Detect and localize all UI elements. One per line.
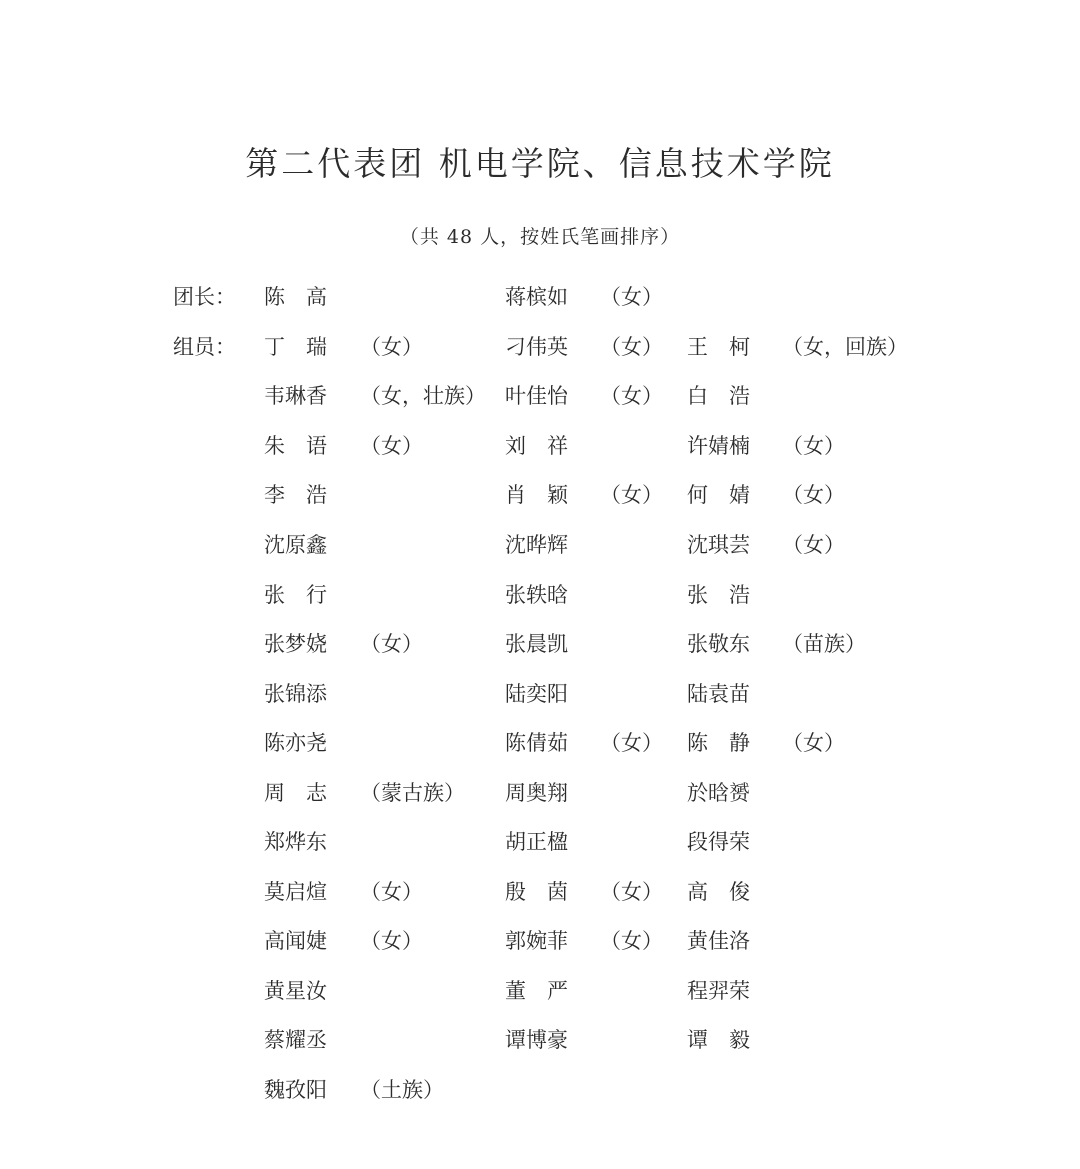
member-name: 郭婉菲	[505, 929, 568, 953]
members-label: 组员：	[173, 335, 236, 359]
member-note: （女）	[360, 434, 423, 458]
member-name: 於晗赟	[687, 781, 750, 805]
member-name: 张轶晗	[505, 583, 568, 607]
member-name: 谭博豪	[505, 1028, 568, 1052]
member-row	[0, 723, 1080, 763]
member-name: 肖 颖	[505, 483, 568, 507]
member-row	[0, 376, 1080, 416]
member-note: （女）	[360, 335, 423, 359]
member-name: 陈倩茹	[505, 731, 568, 755]
member-note: （女）	[600, 731, 663, 755]
member-name: 叶佳怡	[505, 384, 568, 408]
member-row	[0, 971, 1080, 1011]
member-name: 许婧楠	[687, 434, 750, 458]
member-note: （女）	[782, 533, 845, 557]
member-name: 殷 茵	[505, 880, 568, 904]
member-row	[0, 1070, 1080, 1110]
member-name: 张晨凯	[505, 632, 568, 656]
member-name: 丁 瑞	[264, 335, 327, 359]
member-row	[0, 475, 1080, 515]
member-note: （女，壮族）	[360, 384, 486, 408]
member-note: （女）	[782, 731, 845, 755]
leader-name: 蒋槟如	[505, 285, 568, 309]
member-note: （女）	[782, 434, 845, 458]
leader-name: 陈 高	[264, 285, 327, 309]
member-row	[0, 822, 1080, 862]
member-note: （女）	[782, 483, 845, 507]
member-note: （女）	[600, 929, 663, 953]
member-note: （女）	[360, 880, 423, 904]
member-name: 蔡耀丞	[264, 1028, 327, 1052]
member-name: 周奥翔	[505, 781, 568, 805]
member-name: 沈琪芸	[687, 533, 750, 557]
member-note: （女）	[600, 483, 663, 507]
member-name: 黄星汝	[264, 979, 327, 1003]
member-name: 魏孜阳	[264, 1078, 327, 1102]
member-name: 韦琳香	[264, 384, 327, 408]
member-name: 胡正楹	[505, 830, 568, 854]
member-name: 陈亦尧	[264, 731, 327, 755]
member-name: 莫启煊	[264, 880, 327, 904]
member-row	[0, 327, 1080, 367]
member-name: 谭 毅	[687, 1028, 750, 1052]
member-name: 黄佳洛	[687, 929, 750, 953]
leader-note: （女）	[600, 285, 663, 309]
member-row	[0, 921, 1080, 961]
member-name: 张敬东	[687, 632, 750, 656]
member-note: （女）	[600, 880, 663, 904]
member-name: 董 严	[505, 979, 568, 1003]
member-row	[0, 674, 1080, 714]
member-name: 沈原鑫	[264, 533, 327, 557]
member-name: 陆袁苗	[687, 682, 750, 706]
leader-row	[0, 277, 1080, 317]
member-name: 白 浩	[687, 384, 750, 408]
member-name: 朱 语	[264, 434, 327, 458]
member-name: 张锦添	[264, 682, 327, 706]
member-name: 周 志	[264, 781, 327, 805]
member-name: 张梦娆	[264, 632, 327, 656]
member-name: 高闻婕	[264, 929, 327, 953]
member-name: 高 俊	[687, 880, 750, 904]
member-note: （女）	[600, 384, 663, 408]
member-row	[0, 575, 1080, 615]
member-name: 李 浩	[264, 483, 327, 507]
member-name: 刘 祥	[505, 434, 568, 458]
member-name: 陈 静	[687, 731, 750, 755]
member-row	[0, 773, 1080, 813]
document-title: 第二代表团 机电学院、信息技术学院	[245, 144, 835, 183]
member-note: （女）	[360, 929, 423, 953]
leader-label: 团长：	[173, 285, 236, 309]
member-name: 张 浩	[687, 583, 750, 607]
member-row	[0, 872, 1080, 912]
member-name: 何 婧	[687, 483, 750, 507]
member-row	[0, 1020, 1080, 1060]
member-name: 张 行	[264, 583, 327, 607]
member-note: （土族）	[360, 1078, 444, 1102]
member-note: （女，回族）	[782, 335, 908, 359]
member-name: 程羿荣	[687, 979, 750, 1003]
member-row	[0, 624, 1080, 664]
member-name: 王 柯	[687, 335, 750, 359]
member-row	[0, 525, 1080, 565]
member-note: （女）	[360, 632, 423, 656]
member-note: （女）	[600, 335, 663, 359]
member-name: 郑烨东	[264, 830, 327, 854]
document-subtitle: （共 48 人，按姓氏笔画排序）	[399, 226, 681, 248]
member-note: （苗族）	[782, 632, 866, 656]
member-note: （蒙古族）	[360, 781, 465, 805]
member-row	[0, 426, 1080, 466]
member-name: 刁伟英	[505, 335, 568, 359]
member-name: 陆奕阳	[505, 682, 568, 706]
member-name: 段得荣	[687, 830, 750, 854]
member-name: 沈晔辉	[505, 533, 568, 557]
